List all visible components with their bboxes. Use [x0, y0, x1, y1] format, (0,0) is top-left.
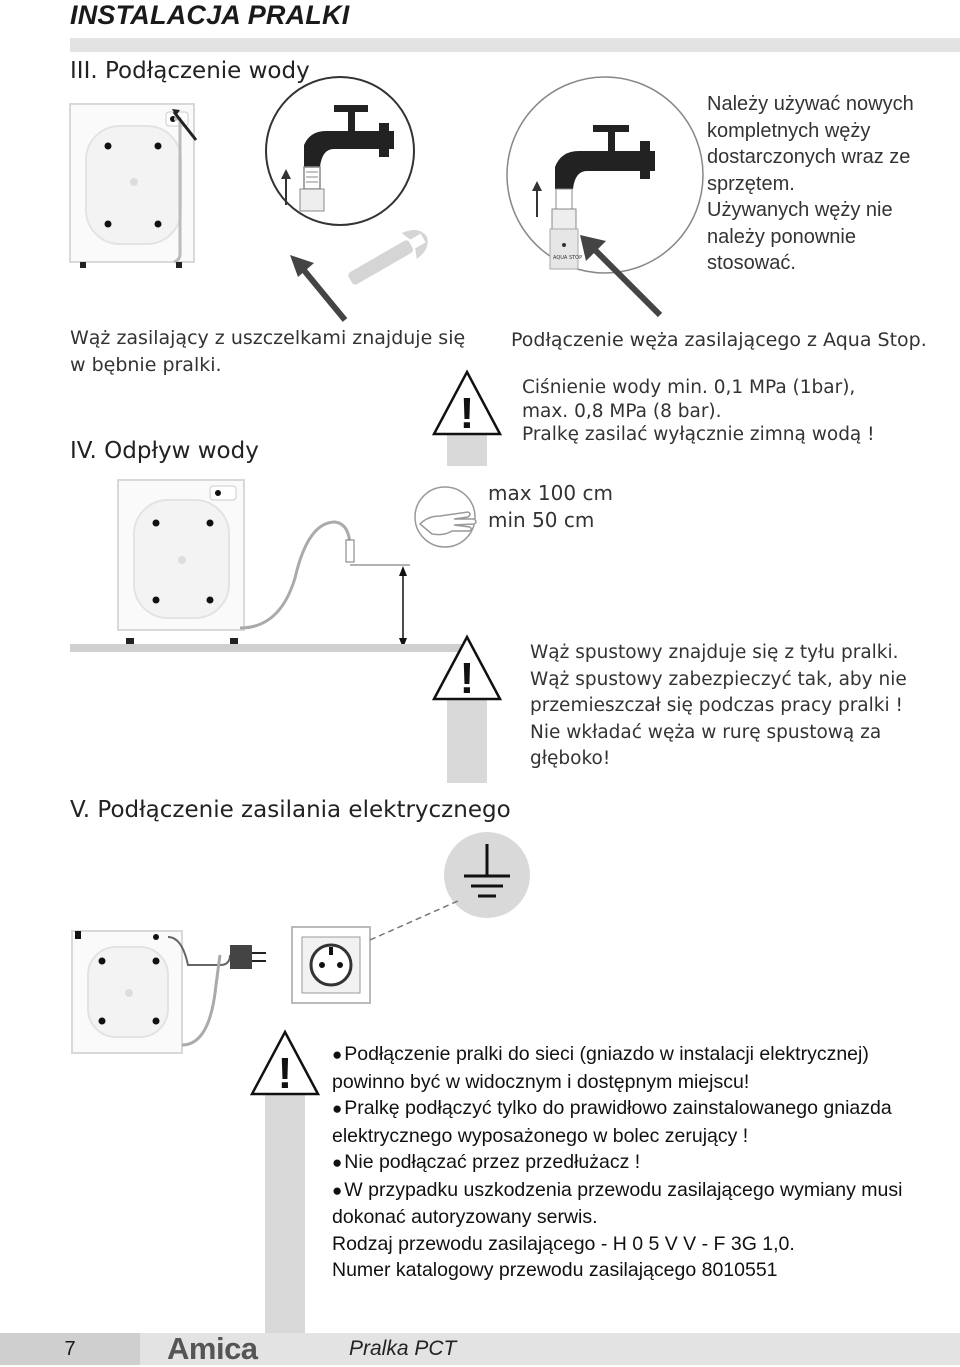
- drain-height-max: max 100 cm: [488, 481, 613, 505]
- new-hoses-note: Należy używać nowych kompletnych węży dostarczonych wraz ze sprzętem. Używanych węży nie należy ponownie stosować.: [707, 93, 914, 274]
- pointer-arrow-aquastop: [580, 235, 665, 320]
- page-number: 7: [0, 1333, 140, 1365]
- aqua-stop-label: AQUA STOP: [553, 255, 583, 261]
- catalog-number: Numer katalogowy przewodu zasilającego 8010551: [332, 1259, 778, 1281]
- brand-logo: Amica: [167, 1331, 258, 1366]
- bullet-item: ● W przypadku uszkodzenia przewodu zasilającego wymiany musi dokonać autoryzowany serwis.: [332, 1177, 932, 1231]
- section-heading-drain: IV. Odpływ wody: [70, 438, 259, 464]
- drain-height-labels: [488, 480, 613, 534]
- socket-icon: [292, 927, 370, 1003]
- section-heading-electric: V. Podłączenie zasilania elektrycznego: [70, 797, 511, 823]
- warning-triangle-icon: [250, 1030, 320, 1335]
- bullet-item: ● Podłączenie pralki do sieci (gniazdo w instalacji elektrycznej) powinno być w widocznym i dostępnym miejscu!: [332, 1041, 932, 1095]
- pressure-note: Ciśnienie wody min. 0,1 MPa (1bar), max. 0,8 MPa (8 bar). Pralkę zasilać wyłącznie zimną wodą !: [522, 377, 875, 445]
- title-underline-bar: [70, 38, 960, 52]
- drum-hose-note: Wąż zasilający z uszczelkami znajduje się w bębnie pralki.: [70, 327, 466, 376]
- bullet-item: ● Nie podłączać przez przedłużacz !: [332, 1149, 932, 1177]
- electrical-safety-list: [332, 1041, 932, 1284]
- drain-note: Wąż spustowy znajduje się z tyłu pralki. Wąż spustowy zabezpieczyć tak, aby nie przemieszczał się podczas pracy pralki ! Nie wkładać węża w rurę spustową za głęboko!: [530, 642, 907, 769]
- warning-triangle-icon: [432, 370, 502, 470]
- aqua-stop-caption: Podłączenie węża zasilającego z Aqua Stop.: [511, 329, 927, 351]
- warning-triangle-icon: [432, 635, 502, 785]
- tap-icon: [264, 75, 416, 227]
- product-name: Pralka PCT: [349, 1337, 457, 1360]
- pointer-arrow-wrench: [290, 255, 350, 325]
- warning-mark: !: [459, 654, 475, 703]
- footer-bar: [0, 1333, 960, 1365]
- warning-mark: !: [277, 1049, 293, 1098]
- cable-type: Rodzaj przewodu zasilającego - H 0 5 V V - F 3G 1,0.: [332, 1232, 795, 1255]
- bullet-item: ● Pralkę podłączyć tylko do prawidłowo zainstalowanego gniazda elektrycznego wyposażonego w bolec zerujący !: [332, 1095, 932, 1149]
- wrench-icon: [335, 225, 440, 295]
- warning-mark: !: [459, 389, 475, 438]
- washing-machine-drain-illustration: [70, 478, 480, 653]
- drain-height-min: min 50 cm: [488, 508, 595, 532]
- section-heading-water: III. Podłączenie wody: [70, 58, 310, 84]
- washing-machine-illustration-1: [70, 104, 200, 274]
- page-title: INSTALACJA PRALKI: [70, 0, 350, 30]
